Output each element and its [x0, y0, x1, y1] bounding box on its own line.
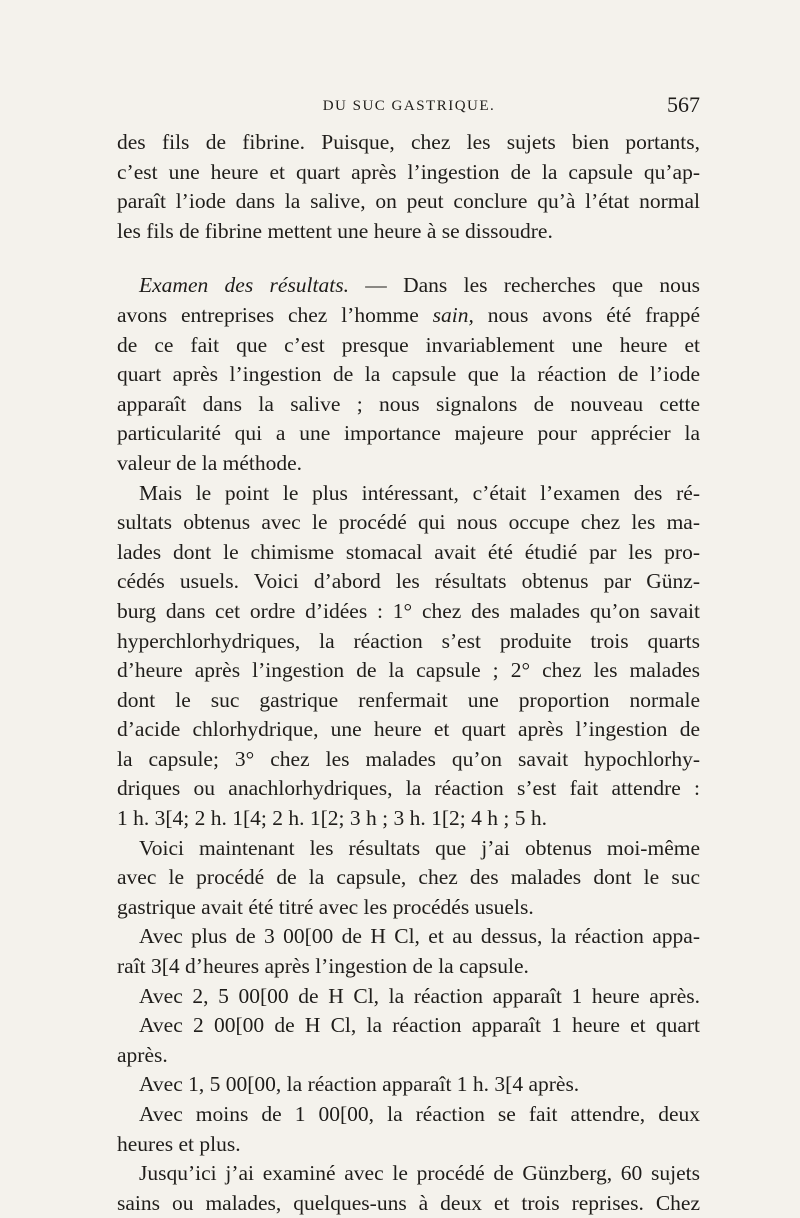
text-line: Avec 2, 5 00[00 de H Cl, la réaction apparaît 1 heure après. — [139, 983, 700, 1008]
text-line: Voici maintenant les résultats que j’ai obtenus moi-même — [139, 835, 700, 860]
text-line: particularité qui a une importance majeure pour apprécier la — [117, 421, 700, 446]
text-line: quart après l’ingestion de la capsule que la réaction de l’iode — [117, 362, 700, 387]
page-header — [118, 94, 700, 124]
text-line: cédés usuels. Voici d’abord les résultats obtenus par Günz- — [117, 569, 700, 594]
text-fragment: — Dans les recherches que nous — [348, 273, 700, 298]
text-line: d’acide chlorhydrique, une heure et quart après l’ingestion de — [117, 717, 700, 742]
text-line: sains ou malades, quelques-uns à deux et trois reprises. Chez — [117, 1190, 700, 1215]
text-line: paraît l’iode dans la salive, on peut conclure qu’à l’état normal — [117, 189, 700, 214]
paragraph-gap — [117, 246, 700, 271]
text-line: heures et plus. — [117, 1131, 241, 1156]
text-line: lades dont le chimisme stomacal avait été étudié par les pro- — [117, 539, 700, 564]
text-line: gastrique avait été titré avec les procédés usuels. — [117, 894, 534, 919]
text-line: valeur de la méthode. — [117, 450, 303, 475]
text-line: les fils de fibrine mettent une heure à se dissoudre. — [117, 218, 553, 243]
text-line: apparaît dans la salive ; nous signalons de nouveau cette — [117, 391, 700, 416]
text-fragment: nous avons été frappé — [473, 302, 700, 327]
text-line: la capsule; 3° chez les malades qu’on savait hypochlorhy- — [117, 746, 700, 771]
section-heading: Examen des résultats. — [139, 273, 349, 298]
text-line: d’heure après l’ingestion de la capsule ; 2° chez les malades — [117, 658, 700, 683]
text-fragment: avons entreprises chez l’homme — [117, 302, 419, 327]
text-line: Jusqu’ici j’ai examiné avec le procédé de Günzberg, 60 sujets — [139, 1161, 700, 1186]
running-head: DU SUC GASTRIQUE. — [322, 98, 496, 114]
text-line: Avec plus de 3 00[00 de H Cl, et au dessus, la réaction appa- — [139, 924, 700, 949]
text-line: des fils de fibrine. Puisque, chez les sujets bien portants, — [117, 130, 700, 154]
text-line: avec le procédé de la capsule, chez des malades dont le suc — [117, 865, 700, 890]
text-line: Avec 1, 5 00[00, la réaction apparaît 1 h. 3[4 après. — [139, 1072, 580, 1097]
text-line: Avec 2 00[00 de H Cl, la réaction apparaît 1 heure et quart — [139, 1013, 700, 1038]
text-line: dont le suc gastrique renfermait une proportion normale — [117, 687, 700, 712]
text-line: Mais le point le plus intéressant, c’était l’examen des ré- — [139, 480, 700, 505]
text-line: hyperchlorhydriques, la réaction s’est produite trois quarts — [117, 628, 700, 653]
emphasis-sain: sain, — [432, 302, 474, 327]
body-text — [117, 128, 700, 1218]
text-line: 1 h. 3[4; 2 h. 1[4; 2 h. 1[2; 3 h ; 3 h. 1[2; 4 h ; 5 h. — [117, 806, 547, 831]
text-line: c’est une heure et quart après l’ingestion de la capsule qu’ap- — [117, 159, 700, 184]
page-number: 567 — [667, 92, 700, 117]
text-line: raît 3[4 d’heures après l’ingestion de la capsule. — [117, 954, 529, 979]
text-line — [117, 271, 700, 301]
text-line: après. — [117, 1042, 168, 1067]
text-line: burg dans cet ordre d’idées : 1° chez des malades qu’on savait — [117, 598, 700, 623]
text-line — [117, 301, 700, 331]
text-line: de ce fait que c’est presque invariablement une heure et — [117, 332, 700, 357]
text-line: Avec moins de 1 00[00, la réaction se fait attendre, deux — [139, 1102, 700, 1126]
text-line: sultats obtenus avec le procédé qui nous occupe chez les ma- — [117, 510, 700, 535]
text-line: driques ou anachlorhydriques, la réaction s’est fait attendre : — [117, 776, 700, 801]
